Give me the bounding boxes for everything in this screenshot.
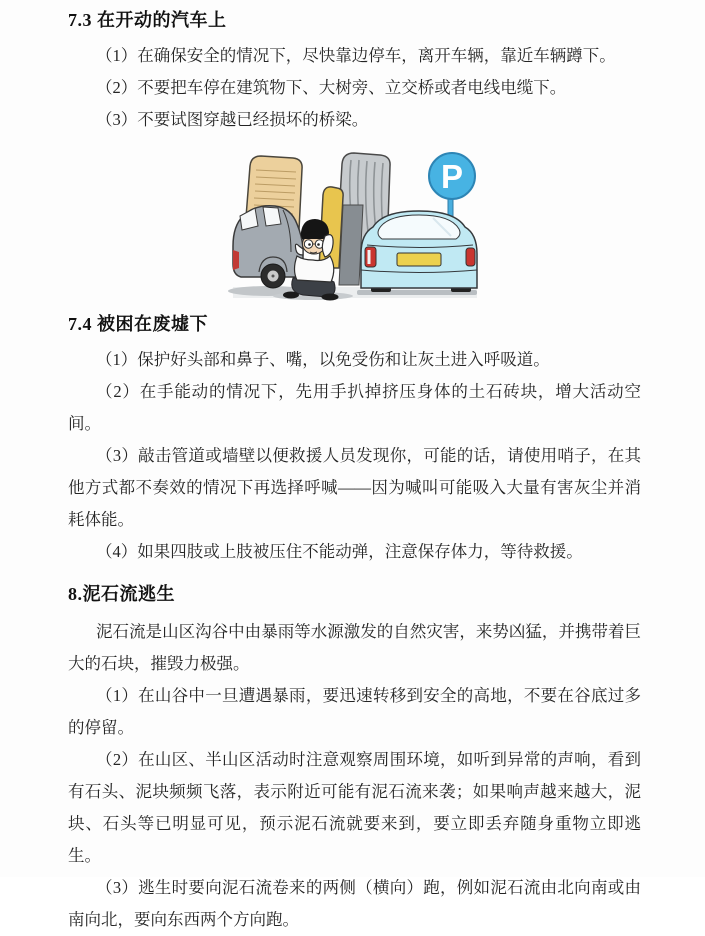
list-item: （4）如果四肢或上肢被压住不能动弹，注意保存体力，等待救援。: [96, 542, 583, 561]
list-item: （1）在山谷中一旦遭遇暴雨，要迅速转移到安全的高地，不要在谷底过多的停留。: [68, 686, 641, 737]
shirt: [294, 256, 333, 282]
red-fragment: [233, 250, 239, 270]
list-item: （2）不要把车停在建筑物下、大树旁、立交桥或者电线电缆下。: [96, 78, 567, 97]
section-8-title: 8.泥石流逃生: [68, 584, 175, 604]
list-item: （3）敲击管道或墙壁以便救援人员发现你，可能的话，请使用哨子，在其他方式都不奏效的情况下再选择呼喊——因为喊叫可能吸入大量有害灰尘并消耗体能。: [68, 446, 641, 529]
section-7-4: [68, 312, 641, 568]
parking-sign-letter: P: [440, 158, 463, 195]
license-plate: [397, 253, 441, 266]
list-item: （2）在手能动的情况下，先用手扒掉挤压身体的土石砖块，增大活动空间。: [68, 382, 641, 433]
parking-illustration: [233, 150, 477, 298]
list-item: （3）逃生时要向泥石流卷来的两侧（横向）跑，例如泥石流由北向南或由南向北，要向东西两个方向跑。: [68, 878, 641, 929]
parking-illustration-svg: [233, 150, 477, 298]
section-7-4-title: 7.4 被困在废墟下: [68, 314, 208, 334]
shoe: [283, 292, 299, 299]
side-window: [263, 207, 281, 226]
taillight-right: [466, 248, 475, 266]
list-item: （3）不要试图穿越已经损坏的桥梁。: [96, 110, 369, 129]
section-7-3: [68, 8, 641, 136]
list-item: （1）保护好头部和鼻子、嘴，以免受伤和让灰土进入呼吸道。: [96, 350, 550, 369]
cyan-car: [357, 211, 477, 295]
list-item: （2）在山区、半山区活动时注意观察周围环境，如听到异常的声响，看到有石头、泥块频频飞落，表示附近可能有泥石流来袭；如果响声越来越大，泥块、石头等已明显可见，预示泥石流就要来到，要立即丢弃随身重物立即逃生。: [68, 750, 641, 865]
list-item: （1）在确保安全的情况下，尽快靠边停车，离开车辆，靠近车辆蹲下。: [96, 46, 616, 65]
section-8: [68, 582, 641, 936]
section-7-3-title: 7.3 在开动的汽车上: [68, 10, 227, 30]
section-8-intro: 泥石流是山区沟谷中由暴雨等水源激发的自然灾害，来势凶猛，并携带着巨大的石块，摧毁力极强。: [68, 622, 641, 673]
shoe: [321, 294, 338, 301]
